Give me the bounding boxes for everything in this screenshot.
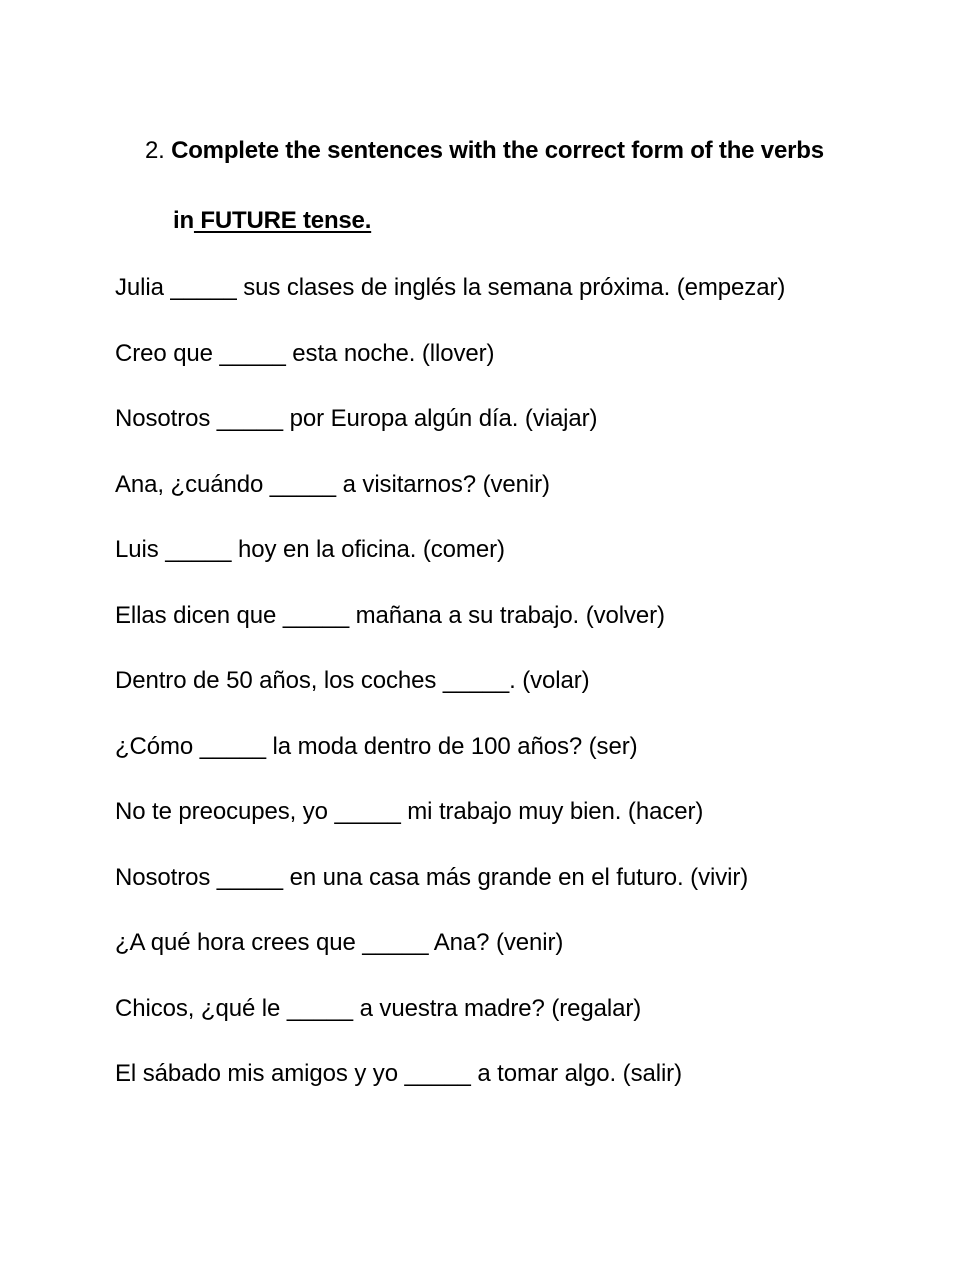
sentence-item: ¿A qué hora crees que _____ Ana? (venir) [115,929,564,956]
sentence-item: Nosotros _____ por Europa algún día. (viajar) [115,405,598,432]
sentence-item: Luis _____ hoy en la oficina. (comer) [115,536,505,563]
instruction-text-line1: Complete the sentences with the correct form of the verbs [171,137,824,164]
sentence-item: Chicos, ¿qué le _____ a vuestra madre? (regalar) [115,994,642,1022]
sentence-item: Creo que _____ esta noche. (llover) [115,339,495,367]
instruction-prefix: in [173,207,194,234]
sentence-list [115,270,915,1122]
sentence-item: El sábado mis amigos y yo _____ a tomar algo. (salir) [115,1060,682,1087]
exercise-instruction [145,116,935,256]
sentence-item: ¿Cómo _____ la moda dentro de 100 años? (ser) [115,732,638,760]
sentence-item: Nosotros _____ en una casa más grande en el futuro. (vivir) [115,863,749,891]
sentence-item: Ana, ¿cuándo _____ a visitarnos? (venir) [115,470,550,498]
sentence-item: No te preocupes, yo _____ mi trabajo muy bien. (hacer) [115,798,704,825]
exercise-number: 2. [145,137,165,164]
instruction-tense-emphasis: FUTURE tense. [193,207,372,234]
instruction-text-line2 [145,186,935,256]
sentence-item: Dentro de 50 años, los coches _____. (volar) [115,667,590,694]
sentence-item: Julia _____ sus clases de inglés la semana próxima. (empezar) [115,274,786,301]
sentence-item: Ellas dicen que _____ mañana a su trabajo. (volver) [115,601,665,629]
